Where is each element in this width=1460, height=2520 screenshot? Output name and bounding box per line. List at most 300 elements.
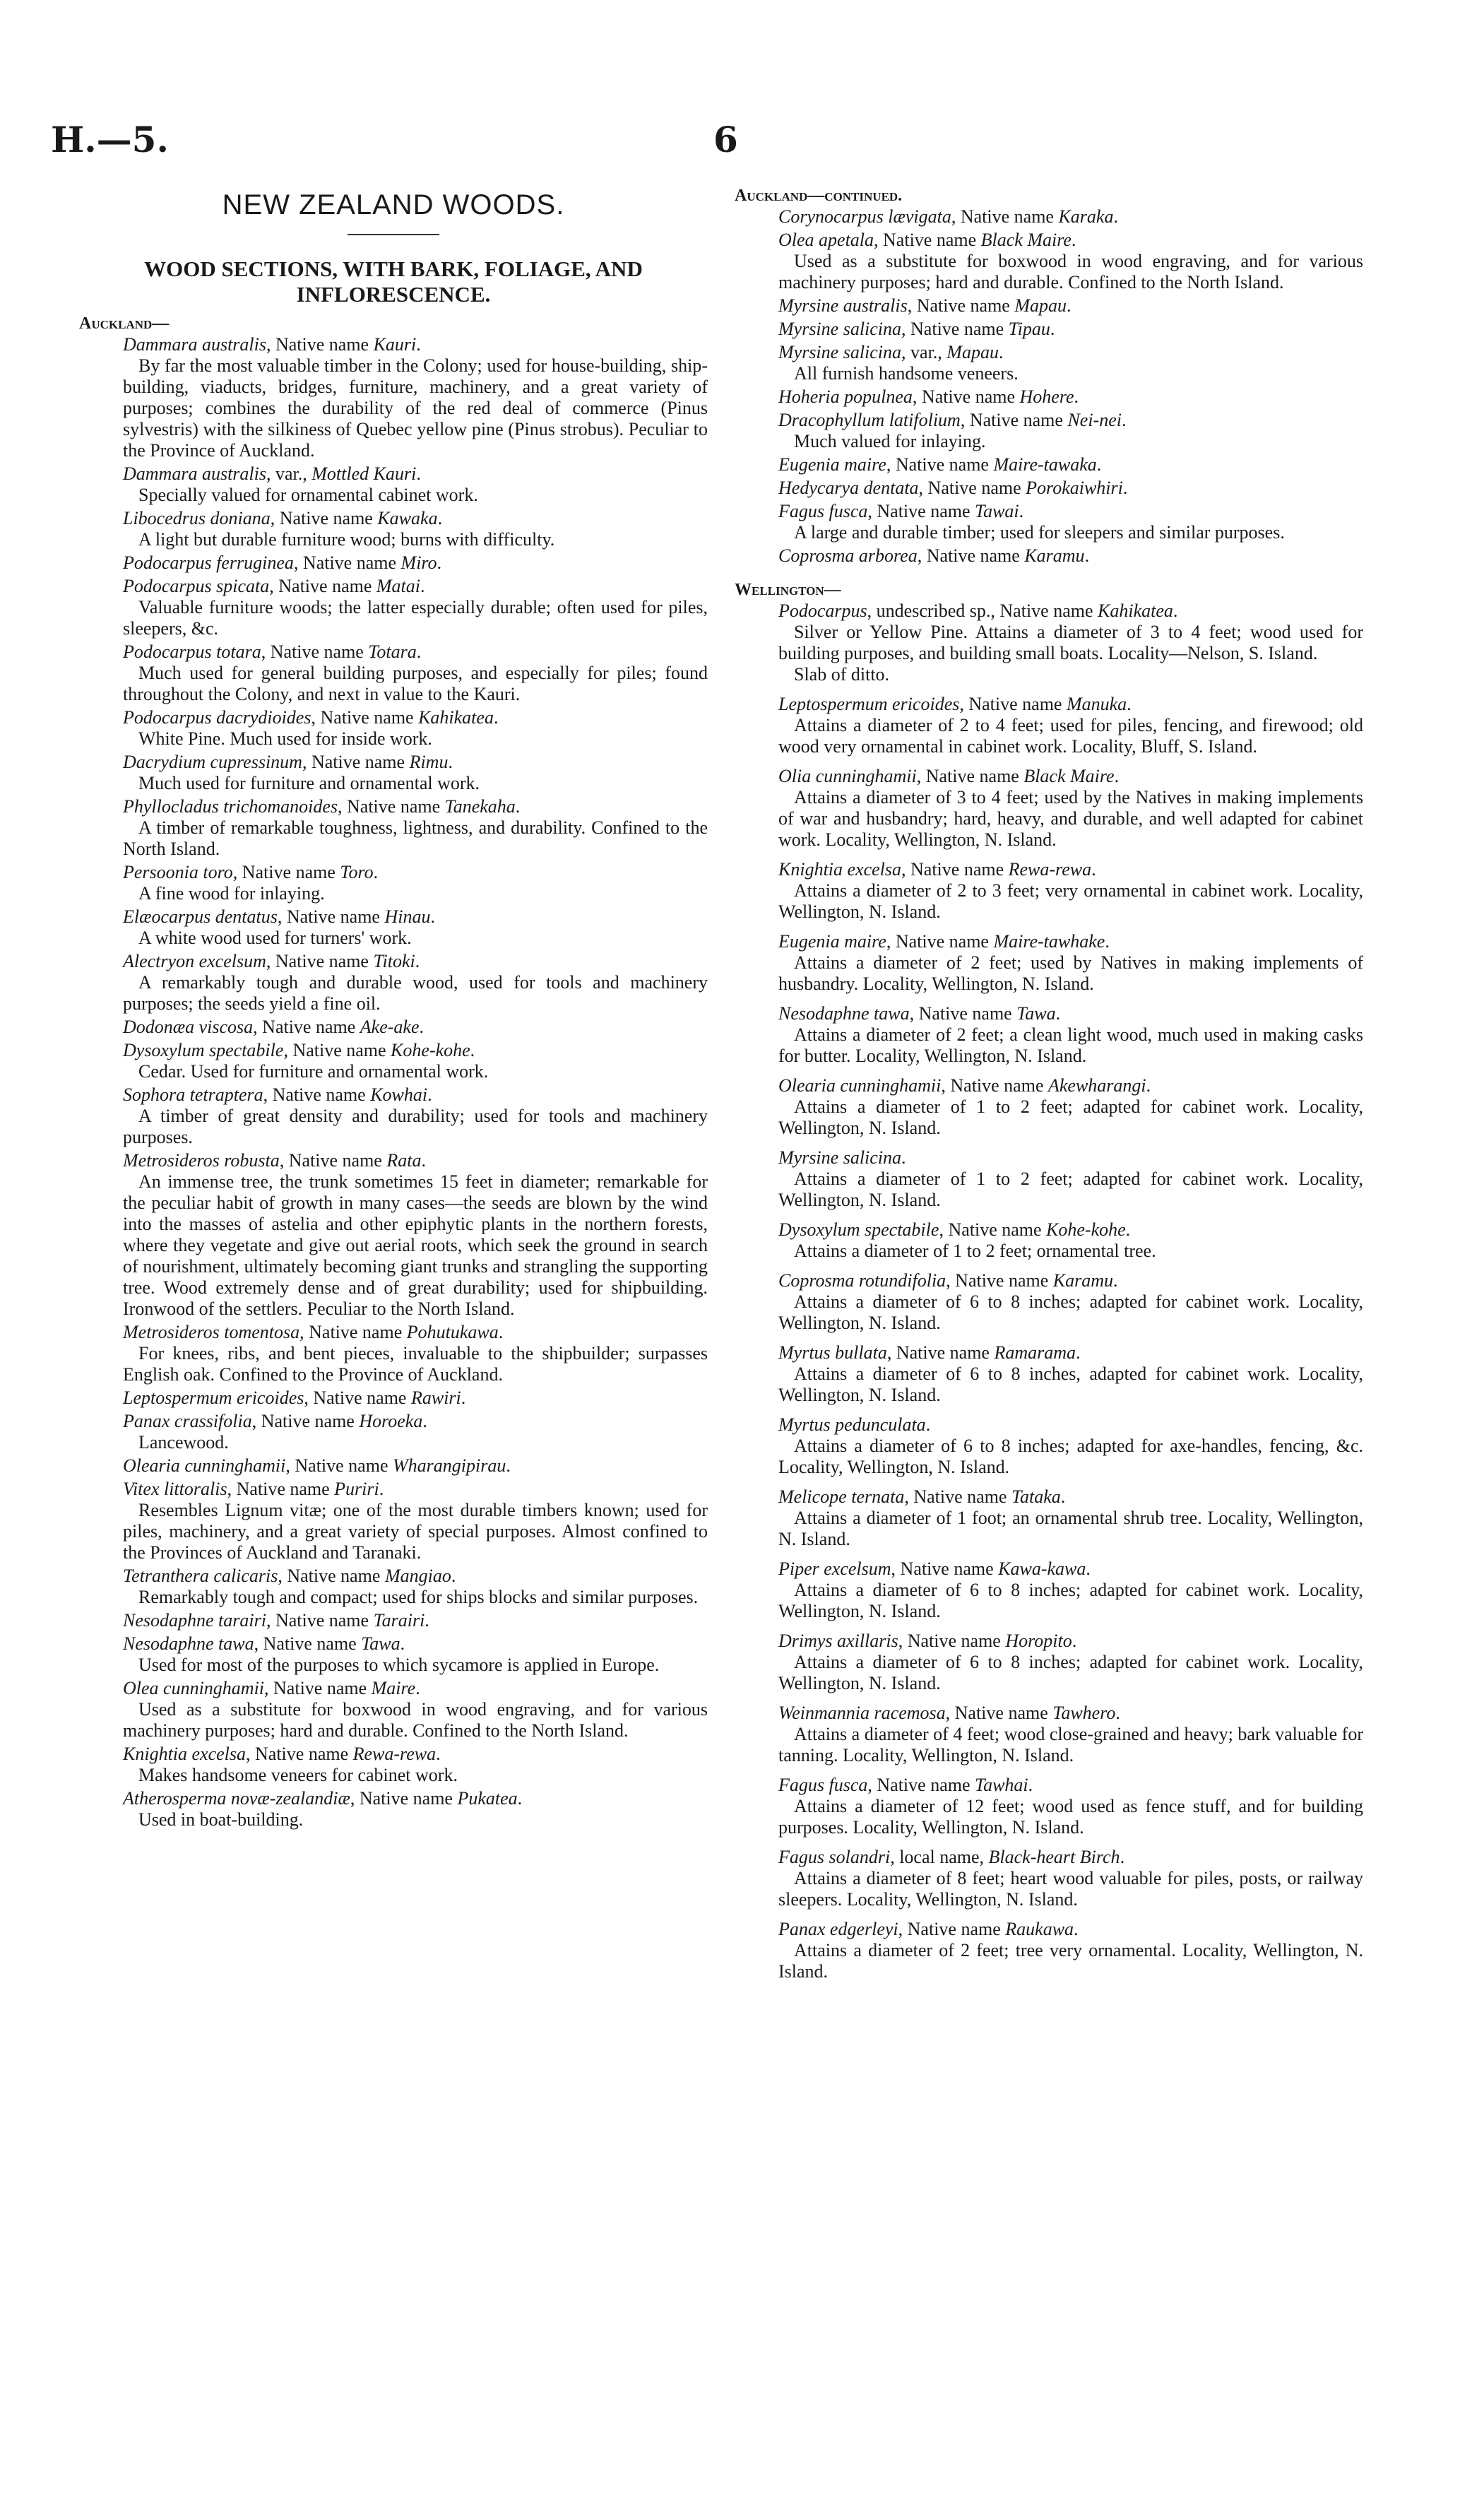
wood-entry — [735, 342, 1363, 384]
wood-entry — [79, 1411, 708, 1453]
name-connector: , Native name — [946, 1270, 1053, 1291]
scientific-name: Myrsine australis — [778, 295, 908, 316]
scientific-name: Weinmannia racemosa — [778, 1703, 946, 1723]
wood-entry — [735, 295, 1363, 317]
wood-entry — [735, 859, 1363, 923]
name-connector: , undescribed sp., Native name — [867, 601, 1098, 621]
entry-name — [123, 1084, 708, 1106]
name-end: . — [1115, 1703, 1120, 1723]
scientific-name: Coprosma arborea — [778, 545, 918, 566]
wood-entry — [79, 1678, 708, 1741]
wood-entry — [735, 319, 1363, 340]
name-end: . — [1121, 410, 1127, 430]
entry-name — [778, 859, 1363, 880]
name-end: . — [1146, 1075, 1151, 1096]
wood-entry — [79, 508, 708, 550]
native-name: Tanekaha — [444, 796, 516, 817]
wood-entry — [79, 463, 708, 506]
entry-description: Much valued for inlaying. — [794, 431, 986, 451]
entry-description: Silver or Yellow Pine. Attains a diameter of 3 to 4 feet; wood used for building purposes, and building small boats. Locality—Nelson, S. Island. — [778, 622, 1363, 663]
entry-name — [778, 342, 1363, 363]
entry-description: Much used for general building purposes, and especially for piles; found throughout the Colony, and next in value to the Kauri. — [123, 663, 708, 704]
scientific-name: Myrtus bullata — [778, 1342, 887, 1363]
name-connector: , Native name — [874, 230, 981, 250]
wood-entry — [735, 454, 1363, 475]
entry-name — [778, 501, 1363, 522]
name-connector: , Native name — [227, 1479, 335, 1499]
region-heading-auckland-continued: Auckland—continued. — [735, 187, 903, 205]
name-end: . — [498, 1322, 504, 1342]
native-name: Mangiao — [384, 1566, 451, 1586]
wood-entry — [735, 1003, 1363, 1067]
native-name: Tawa — [361, 1633, 400, 1654]
scientific-name: Libocedrus doniana — [123, 508, 271, 528]
entry-name — [123, 1744, 708, 1765]
scientific-name: Eugenia maire — [778, 931, 886, 952]
native-name: Rawiri — [410, 1388, 461, 1408]
scientific-name: Dysoxylum spectabile — [123, 1040, 284, 1060]
entry-name — [123, 576, 708, 597]
native-name: Maire-tawaka — [993, 454, 1097, 475]
region-heading-wellington: Wellington— — [735, 581, 841, 599]
name-connector: , Native name — [270, 508, 378, 528]
entry-description: Attains a diameter of 1 to 2 feet; adapted for cabinet work. Locality, Wellington, N. Island. — [778, 1096, 1363, 1138]
entry-name — [778, 1270, 1363, 1291]
scientific-name: Nesodaphne tarairi — [123, 1610, 266, 1631]
native-name: Akewharangi — [1047, 1075, 1146, 1096]
native-name: Totara — [368, 641, 417, 662]
name-end: . — [1074, 1919, 1079, 1939]
scientific-name: Podocarpus — [778, 601, 867, 621]
native-name: Hinau — [384, 906, 431, 927]
entry-description: Resembles Lignum vitæ; one of the most durable timbers known; used for piles, machinery, and a great variety of special purposes. Almost confined to the Provinces of Auckland and Taranaki. — [123, 1500, 708, 1563]
entry-description: Makes handsome veneers for cabinet work. — [138, 1765, 458, 1785]
native-name: Wharangipirau — [392, 1455, 506, 1476]
entry-name — [123, 1566, 708, 1587]
scientific-name: Olia cunninghamii — [778, 766, 917, 786]
name-end: . — [373, 862, 379, 882]
scientific-name: Podocarpus spicata — [123, 576, 270, 596]
native-name: Tataka — [1011, 1486, 1061, 1507]
native-name: Matai — [376, 576, 420, 596]
entry-description: Used as a substitute for boxwood in wood engraving, and for various machinery purposes; hard and durable. Confined to the North Island. — [778, 251, 1363, 292]
wood-entry — [735, 386, 1363, 408]
scientific-name: Elæocarpus dentatus — [123, 906, 278, 927]
name-connector: , Native name — [338, 796, 445, 817]
entry-description: Used as a substitute for boxwood in wood engraving, and for various machinery purposes; hard and durable. Confined to the North Island. — [123, 1699, 708, 1741]
entry-name — [123, 1322, 708, 1343]
name-end: . — [421, 1150, 426, 1171]
name-connector: , Native name — [232, 862, 340, 882]
scientific-name: Corynocarpus lævigata — [778, 206, 951, 227]
name-connector: , Native name — [277, 906, 385, 927]
entry-name — [123, 508, 708, 529]
name-connector: , Native name — [886, 1342, 995, 1363]
name-connector: , Native name — [960, 410, 1068, 430]
entry-description: Attains a diameter of 6 to 8 inches; adapted for cabinet work. Locality, Wellington, N. Island. — [778, 1291, 1363, 1333]
entry-name — [778, 766, 1363, 787]
name-end: . — [1071, 230, 1076, 250]
entry-description: Cedar. Used for furniture and ornamental work. — [138, 1061, 489, 1082]
name-connector: , Native name — [901, 319, 1009, 339]
entry-description: Attains a diameter of 4 feet; wood close-grained and heavy; bark valuable for tanning. Locality, Wellington, N. Island. — [778, 1724, 1363, 1765]
wood-entry — [79, 1744, 708, 1786]
name-end: . — [427, 1084, 432, 1105]
entry-description: Attains a diameter of 8 feet; heart wood valuable for piles, posts, or railway sleepers. Locality, Wellington, N. Island. — [778, 1868, 1363, 1910]
entry-name — [778, 1486, 1363, 1508]
entry-name — [778, 478, 1363, 499]
entry-name — [123, 1388, 708, 1409]
wood-entry — [79, 1633, 708, 1676]
name-connector: , Native name — [304, 1388, 411, 1408]
scientific-name: Alectryon excelsum — [123, 951, 266, 971]
native-name: Hohere — [1019, 386, 1074, 407]
scientific-name: Drimys axillaris — [778, 1631, 898, 1651]
scientific-name: Melicope ternata — [778, 1486, 905, 1507]
entry-name — [778, 410, 1363, 431]
entry-list-auckland-continued — [735, 206, 1363, 567]
scientific-name: Podocarpus totara — [123, 641, 261, 662]
entry-description: Attains a diameter of 1 to 2 feet; adapted for cabinet work. Locality, Wellington, N. Island. — [778, 1169, 1363, 1210]
name-end: . — [1113, 1270, 1118, 1291]
scientific-name: Knightia excelsa — [778, 859, 902, 880]
wood-entry — [79, 707, 708, 750]
native-name: Kohe-kohe — [391, 1040, 470, 1060]
scientific-name: Fagus solandri — [778, 1847, 891, 1867]
native-name: Kohe-kohe — [1046, 1219, 1126, 1240]
name-end: . — [420, 576, 425, 596]
native-name: Titoki — [373, 951, 415, 971]
scientific-name: Panax crassifolia — [123, 1411, 252, 1431]
name-end: . — [517, 1788, 523, 1809]
entry-description: Valuable furniture woods; the latter especially durable; often used for piles, sleepers, &c. — [123, 597, 708, 639]
scientific-name: Olearia cunninghamii — [778, 1075, 942, 1096]
scientific-name: Myrsine salicina — [778, 342, 902, 362]
entry-name — [778, 601, 1363, 622]
entry-name — [123, 1678, 708, 1699]
entry-description: Attains a diameter of 6 to 8 inches, adapted for cabinet work. Locality, Wellington, N. Island. — [778, 1363, 1363, 1405]
left-column — [79, 185, 708, 1833]
name-end: . — [1055, 1003, 1061, 1024]
name-end: . — [437, 508, 443, 528]
name-end: . — [470, 1040, 475, 1060]
wood-entry — [79, 951, 708, 1014]
name-connector: , Native name — [901, 859, 1009, 880]
name-end: . — [901, 1147, 906, 1168]
name-connector: , Native name — [959, 694, 1067, 714]
name-end: . — [1120, 1847, 1125, 1867]
name-connector: , var., — [266, 463, 312, 484]
name-connector: , var., — [901, 342, 947, 362]
wood-entry — [79, 752, 708, 794]
wood-entry — [79, 1084, 708, 1148]
wood-entry — [79, 1788, 708, 1830]
scientific-name: Dammara australis — [123, 334, 266, 355]
name-connector: , Native name — [254, 1633, 362, 1654]
entry-description: Attains a diameter of 6 to 8 inches; adapted for cabinet work. Locality, Wellington, N. Island. — [778, 1652, 1363, 1693]
wood-entry — [79, 906, 708, 949]
name-end: . — [1114, 766, 1120, 786]
entry-description: Attains a diameter of 2 feet; a clean light wood, much used in making casks for butter. Locality, Wellington, N. Island. — [778, 1024, 1363, 1066]
scientific-name: Fagus fusca — [778, 501, 868, 521]
native-name: Rewa-rewa — [352, 1744, 437, 1764]
scientific-name: Myrtus pedunculata — [778, 1414, 926, 1435]
native-name: Karaka — [1058, 206, 1114, 227]
name-connector: , Native name — [350, 1788, 458, 1809]
entry-name — [123, 1455, 708, 1477]
entry-list-auckland — [79, 334, 708, 1830]
entry-name — [123, 1411, 708, 1432]
entry-name — [123, 1788, 708, 1809]
native-name: Mottled Kauri — [311, 463, 417, 484]
entry-description: Attains a diameter of 1 foot; an ornamental shrub tree. Locality, Wellington, N. Island. — [778, 1508, 1363, 1549]
wood-entry — [735, 501, 1363, 543]
entry-name — [123, 1610, 708, 1631]
wood-entry — [735, 206, 1363, 227]
name-end: . — [1105, 931, 1110, 952]
wood-entry — [735, 1558, 1363, 1622]
scientific-name: Metrosideros tomentosa — [123, 1322, 300, 1342]
entry-name — [123, 862, 708, 883]
wood-entry — [735, 1414, 1363, 1478]
wood-entry — [735, 601, 1363, 685]
wood-entry — [79, 796, 708, 860]
scientific-name: Olea apetala — [778, 230, 874, 250]
name-connector: , Native name — [918, 478, 1026, 498]
entry-name — [778, 1147, 1363, 1169]
name-connector: , Native name — [912, 386, 1020, 407]
entry-name — [123, 463, 708, 485]
name-connector: , Native name — [266, 951, 374, 971]
scientific-name: Leptospermum ericoides — [123, 1388, 304, 1408]
entry-name — [778, 1558, 1363, 1580]
native-name: Raukawa — [1005, 1919, 1074, 1939]
native-name: Maire — [371, 1678, 416, 1698]
wood-entry — [735, 1270, 1363, 1334]
native-name: Tawai — [975, 501, 1019, 521]
entry-name — [778, 1075, 1363, 1096]
entry-name — [778, 1003, 1363, 1024]
name-end: . — [451, 1566, 456, 1586]
name-end: . — [1076, 1342, 1081, 1363]
entry-description: Much used for furniture and ornamental work. — [138, 773, 480, 793]
entry-name — [123, 334, 708, 355]
native-name: Toro — [340, 862, 374, 882]
name-end: . — [1113, 206, 1118, 227]
native-name: Puriri — [334, 1479, 379, 1499]
wood-entry — [79, 1566, 708, 1608]
entry-name — [778, 454, 1363, 475]
name-end: . — [416, 334, 421, 355]
entry-name — [778, 694, 1363, 715]
scientific-name: Dacrydium cupressinum — [123, 752, 302, 772]
native-name: Black-heart Birch — [988, 1847, 1120, 1867]
entry-name — [123, 707, 708, 728]
entry-description: Attains a diameter of 2 feet; tree very ornamental. Locality, Wellington, N. Island. — [778, 1940, 1363, 1982]
native-name: Tipau — [1008, 319, 1050, 339]
scientific-name: Nesodaphne tawa — [778, 1003, 910, 1024]
scientific-name: Dysoxylum spectabile — [778, 1219, 939, 1240]
name-connector: , Native name — [917, 545, 1025, 566]
entry-name — [778, 1919, 1363, 1940]
wood-entry — [79, 334, 708, 461]
name-connector: , Native name — [302, 752, 410, 772]
native-name: Kauri — [373, 334, 417, 355]
entry-description: A remarkably tough and durable wood, used for tools and machinery purposes; the seeds yield a fine oil. — [123, 972, 708, 1014]
name-connector: , Native name — [299, 1322, 407, 1342]
wood-entry — [735, 1631, 1363, 1694]
scientific-name: Hedycarya dentata — [778, 478, 919, 498]
wood-entry — [79, 1610, 708, 1631]
native-name: Porokaiwhiri — [1026, 478, 1123, 498]
name-connector: , local name, — [890, 1847, 989, 1867]
name-connector: , Native name — [904, 1486, 1011, 1507]
name-connector: , Native name — [898, 1919, 1006, 1939]
entry-name — [778, 1631, 1363, 1652]
native-name: Karamu — [1052, 1270, 1114, 1291]
name-end: . — [1173, 601, 1178, 621]
scientific-name: Tetranthera calicaris — [123, 1566, 278, 1586]
entry-description: An immense tree, the trunk sometimes 15 feet in diameter; remarkable for the peculiar habit of growth in many cases—the seeds are blown by the wind into the masses of astelia and other epiphytic plants in the northern forests, where they vegetate and give out aerial roots, which seek the ground in search of nourishment, ultimately becoming giant trunks and strangling the supporting tree. Wood extremely dense and of great durability; used for shipbuilding. Ironwood of the settlers. Peculiar to the North Island. — [123, 1171, 708, 1319]
entry-name — [778, 1219, 1363, 1241]
name-connector: , Native name — [867, 1775, 975, 1795]
entry-description: Attains a diameter of 12 feet; wood used as fence stuff, and for building purposes. Locality, Wellington, N. Island. — [778, 1796, 1363, 1838]
region-heading-auckland: Auckland— — [79, 314, 170, 333]
name-end: . — [1125, 1219, 1131, 1240]
scientific-name: Dammara australis — [123, 463, 266, 484]
name-connector: , Native name — [916, 766, 1024, 786]
scientific-name: Sophora tetraptera — [123, 1084, 263, 1105]
wood-entry — [735, 1919, 1363, 1982]
name-end: . — [436, 1744, 441, 1764]
native-name: Pohutukawa — [406, 1322, 499, 1342]
wood-entry — [79, 641, 708, 705]
wood-entry — [79, 1322, 708, 1385]
scientific-name: Knightia excelsa — [123, 1744, 247, 1764]
right-column — [735, 185, 1363, 1991]
name-connector: , Native name — [278, 1566, 385, 1586]
name-connector: , Native name — [264, 1678, 372, 1698]
entry-description: A fine wood for inlaying. — [138, 883, 325, 904]
name-end: . — [430, 906, 435, 927]
entry-name — [778, 1703, 1363, 1724]
scientific-name: Olearia cunninghamii — [123, 1455, 286, 1476]
entry-name — [123, 1633, 708, 1655]
entry-description: Attains a diameter of 2 feet; used by Natives in making implements of husbandry. Locality, Wellington, N. Island. — [778, 952, 1363, 994]
name-end: . — [515, 796, 521, 817]
wood-entry — [735, 1075, 1363, 1139]
entry-description: Used for most of the purposes to which sycamore is applied in Europe. — [138, 1655, 660, 1675]
wood-entry — [79, 1017, 708, 1038]
native-name: Kahikatea — [1098, 601, 1173, 621]
entry-description: Attains a diameter of 3 to 4 feet; used by the Natives in making implements of war and husbandry; hard, heavy, and durable, and well adapted for cabinet work. Locality, Wellington, N. Island. — [778, 787, 1363, 850]
name-connector: , Native name — [283, 1040, 391, 1060]
wood-entry — [79, 1150, 708, 1320]
entry-name — [778, 1414, 1363, 1436]
scientific-name: Podocarpus dacrydioides — [123, 707, 311, 728]
scientific-name: Leptospermum ericoides — [778, 694, 960, 714]
wood-entry — [735, 1219, 1363, 1262]
name-end: . — [998, 342, 1004, 362]
entry-list-wellington — [735, 601, 1363, 1982]
name-end: . — [1067, 295, 1072, 316]
name-connector: , Native name — [253, 1017, 360, 1037]
scientific-name: Dodonæa viscosa — [123, 1017, 254, 1037]
native-name: Rimu — [409, 752, 449, 772]
name-end: . — [1028, 1775, 1033, 1795]
name-connector: , Native name — [269, 576, 376, 596]
native-name: Horoeka — [359, 1411, 423, 1431]
wood-entry — [735, 694, 1363, 757]
native-name: Kahikatea — [418, 707, 494, 728]
entry-description: Used in boat-building. — [138, 1809, 304, 1830]
name-connector: , Native name — [886, 454, 994, 475]
name-end: . — [415, 951, 420, 971]
name-end: . — [415, 1678, 420, 1698]
entry-name — [123, 1150, 708, 1171]
section-title: WOOD SECTIONS, WITH BARK, FOLIAGE, AND INFLORESCENCE. — [144, 256, 643, 307]
name-end: . — [925, 1414, 931, 1435]
wood-entry — [735, 1147, 1363, 1211]
native-name: Miro — [400, 552, 437, 573]
native-name: Karamu — [1024, 545, 1085, 566]
native-name: Rata — [386, 1150, 422, 1171]
name-end: . — [422, 1411, 427, 1431]
entry-name — [778, 230, 1363, 251]
scientific-name: Nesodaphne tawa — [123, 1633, 254, 1654]
name-end: . — [1086, 1558, 1091, 1579]
name-end: . — [1050, 319, 1055, 339]
scientific-name: Podocarpus ferruginea — [123, 552, 294, 573]
name-end: . — [425, 1610, 429, 1631]
wood-entry — [735, 1775, 1363, 1838]
entry-name — [123, 752, 708, 773]
name-connector: , Native name — [246, 1744, 353, 1764]
scientific-name: Myrsine salicina — [778, 319, 902, 339]
wood-entry — [735, 545, 1363, 567]
name-end: . — [493, 707, 499, 728]
entry-name — [778, 386, 1363, 408]
entry-description: By far the most valuable timber in the Colony; used for house-building, ship-building, viaducts, bridges, furniture, machinery, and a great variety of purposes; combines the durability of the red deal of commerce (Pinus sylvestris) with the silkiness of Quebec yellow pine (Pinus strobus). Peculiar to the Province of Auckland. — [123, 355, 708, 461]
wood-entry — [79, 576, 708, 639]
name-end: . — [400, 1633, 405, 1654]
scientific-name: Dracophyllum latifolium — [778, 410, 961, 430]
name-end: . — [448, 752, 453, 772]
entry-name — [778, 295, 1363, 317]
entry-description: Attains a diameter of 6 to 8 inches; adapted for cabinet work. Locality, Wellington, N. Island. — [778, 1580, 1363, 1621]
name-connector: , Native name — [898, 1631, 1006, 1651]
scientific-name: Persoonia toro — [123, 862, 233, 882]
wood-entry — [79, 1455, 708, 1477]
entry-name — [778, 545, 1363, 567]
name-end: . — [416, 641, 422, 662]
scientific-name: Piper excelsum — [778, 1558, 891, 1579]
entry-description: A large and durable timber; used for sleepers and similar purposes. — [794, 522, 1285, 543]
wood-entry — [79, 1388, 708, 1409]
name-end: . — [1060, 1486, 1066, 1507]
name-end: . — [1091, 859, 1096, 880]
name-end: . — [1096, 454, 1102, 475]
native-name: Kowhai — [370, 1084, 428, 1105]
entry-name — [778, 1847, 1363, 1868]
wood-entry — [735, 1486, 1363, 1550]
wood-entry — [735, 410, 1363, 452]
entry-description: Lancewood. — [138, 1432, 229, 1453]
native-name: Ake-ake — [360, 1017, 420, 1037]
name-end: . — [419, 1017, 424, 1037]
wood-entry — [79, 862, 708, 904]
entry-description: Slab of ditto. — [794, 664, 890, 685]
